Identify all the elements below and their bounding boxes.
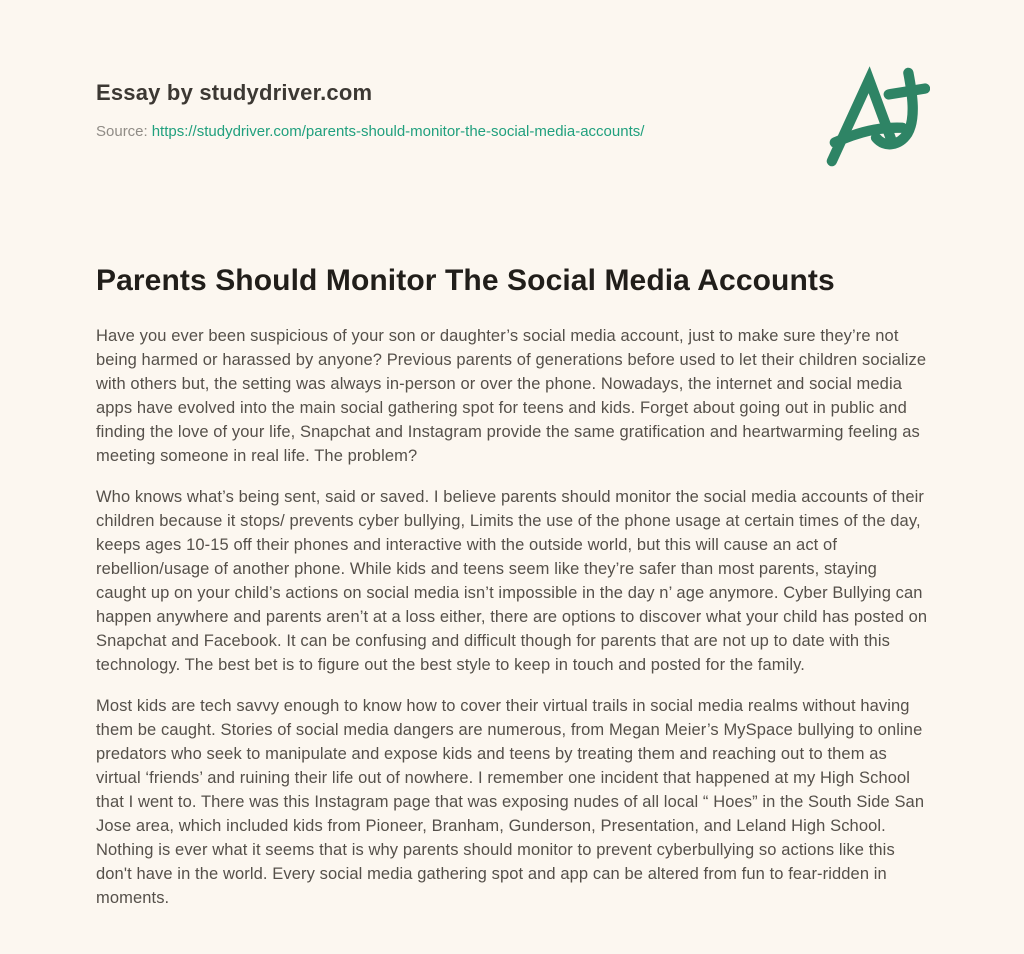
studydriver-logo bbox=[822, 66, 930, 168]
a-plus-logo-icon bbox=[822, 66, 930, 168]
source-line bbox=[96, 123, 644, 140]
document-header bbox=[96, 66, 928, 168]
source-label: Source: bbox=[96, 123, 148, 140]
byline: Essay by studydriver.com bbox=[96, 80, 373, 105]
essay-paragraph-3: Most kids are tech savvy enough to know how to cover their virtual trails in social media realms without having them be caught. Stories of social media dangers are numerous, from Megan Meier’s MySpace bullying to online predators who seek to manipulate and expose kids and teens by treating them and reaching out to them as virtual ‘friends’ and ruining their life out of nowhere. I remember one incident that happened at my High School that I went to. There was this Instagram page that was exposing nudes of all local “ Hoes” in the South Side San Jose area, which included kids from Pioneer, Branham, Gunderson, Presentation, and Leland High School. Nothing is ever what it seems that is why parents should monitor to prevent cyberbullying so actions like this don't have in the world. Every social media gathering spot and app can be altered from fun to fear-ridden in moments. bbox=[96, 697, 925, 907]
source-link[interactable]: https://studydriver.com/parents-should-monitor-the-social-media-accounts/ bbox=[151, 123, 645, 140]
essay-title: Parents Should Monitor The Social Media Accounts bbox=[96, 264, 835, 297]
essay-paragraph-2: Who knows what’s being sent, said or saved. I believe parents should monitor the social media accounts of their children because it stops/ prevents cyber bullying, Limits the use of the phone usage at certain times of the day, keeps ages 10-15 off their phones and interactive with the outside world, but this will cause an act of rebellion/usage of another phone. While kids and teens seem like they’re safer than most parents, staying caught up on your child’s actions on social media isn’t impossible in the day n’ age anymore. Cyber Bullying can happen anywhere and parents aren’t at a loss either, there are options to discover what your child has posted on Snapchat and Facebook. It can be confusing and difficult though for parents that are not up to date with this technology. The best bet is to figure out the best style to keep in touch and posted for the family. bbox=[96, 488, 928, 674]
essay-article bbox=[96, 264, 928, 910]
header-text-block bbox=[96, 66, 644, 140]
essay-paragraph-1: Have you ever been suspicious of your son or daughter’s social media account, just to make sure they’re not being harmed or harassed by anyone? Previous parents of generations before used to let their children socialize with others but, the setting was always in-person or over the phone. Nowadays, the internet and social media apps have evolved into the main social gathering spot for teens and kids. Forget about going out in public and finding the love of your life, Snapchat and Instagram provide the same gratification and heartwarming feeling as meeting someone in real life. The problem? bbox=[96, 327, 927, 465]
